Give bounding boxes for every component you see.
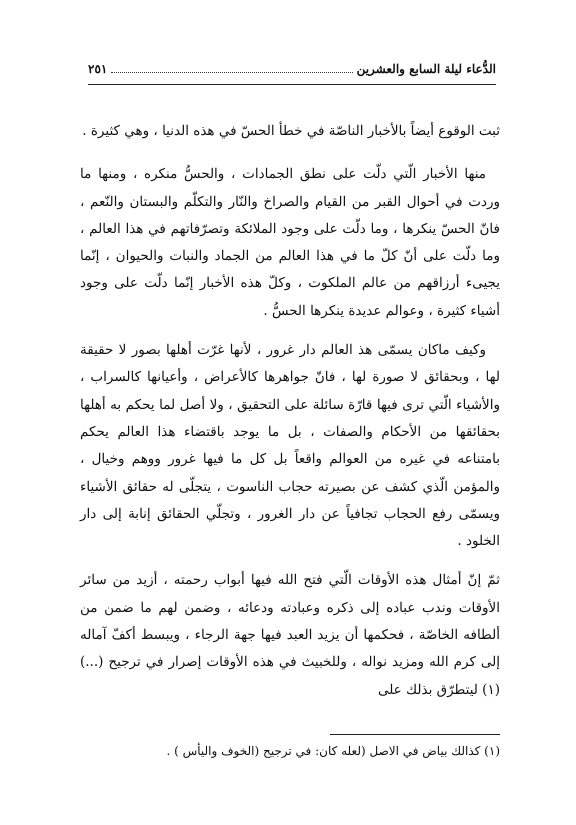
body-text xyxy=(80,118,500,716)
dotted-leader xyxy=(111,64,352,73)
paragraph-2: منها الأخبار الّتي دلّت على نطق الجمادات ، والحسُّ منكره ، ومنها ما وردت في أحوال القبر من القيام والصراخ والنّار والتكلّم والبستان والنّعم ، فانّ الحسّ ينكرها ، وما دلّت على وجود الملائكة وتصرّفاتهم في هذا العالم ، وما دلّت على أنّ كلّ ما في هذا العالم من الجماد والنبات والحيوان ، إنّما يجيىء أرزاقهم من عالم الملكوت ، وكلّ هذه الأخبار إنّما دلّت على وجود أشياء كثيرة ، وعوالم عديدة ينكرها الحسُّ . xyxy=(80,166,500,319)
paragraph-1: ثبت الوقوع أيضاً بالأخبار الناصّة في خطأ الحسّ في هذه الدنيا ، وهي كثيرة . xyxy=(82,123,500,139)
footnote-divider xyxy=(330,734,500,735)
page-number: ٢٥١ xyxy=(88,62,108,76)
footnote: (١) كذالك بياض في الاصل (لعله كان: في ترجيح (الخوف واليأس ) . xyxy=(166,744,500,758)
paragraph-3: وكيف ماكان يسمّى هذ العالم دار غرور ، لأنها غرّت أهلها بصور لا حقيقة لها ، وبحقائق لا صورة لها ، فانّ جواهرها كالأعراض ، وأعيانها كالسراب ، والأشياء الّتي ترى فيها قارّة سائلة على التحقيق ، ولا أصل لما يحكم به أهلها بحقائقها من الأحكام والصفات ، بل ما يوجد باقتضاء هذا العالم يحكم بامتناعه في غيره من العوالم واقعاً بل كل ما فيها غرور ووهم وخيال ، والمؤمن الّذي كشف عن بصيرته حجاب الناسوت ، يتجلّى له حقائق الأشياء ويسمّى رفع الحجاب تجافياً عن دار الغرور ، وتجلّي الحقائق إنابة إلى دار الخلود . xyxy=(80,342,500,550)
running-header xyxy=(88,62,496,85)
paragraph-4: ثمّ إنّ أمثال هذه الأوقات الّتي فتح الله فيها أبواب رحمته ، أزيد من سائر الأوقات وندب عباده إلى ذكره وعبادته ودعائه ، وضمن لهم ما ضمن من ألطافه الخاصّة ، فحكمها أن يزيد العبد فيها جهة الرجاء ، ويبسط أكفّ آماله إلى كرم الله ومزيد نواله ، وللخبيث في هذه الأوقات إصرار في ترجيح (...)(١) ليتطرّق بذلك على xyxy=(80,572,500,698)
header-title: الدُّعاء ليلة السابع والعشرين xyxy=(356,62,496,76)
